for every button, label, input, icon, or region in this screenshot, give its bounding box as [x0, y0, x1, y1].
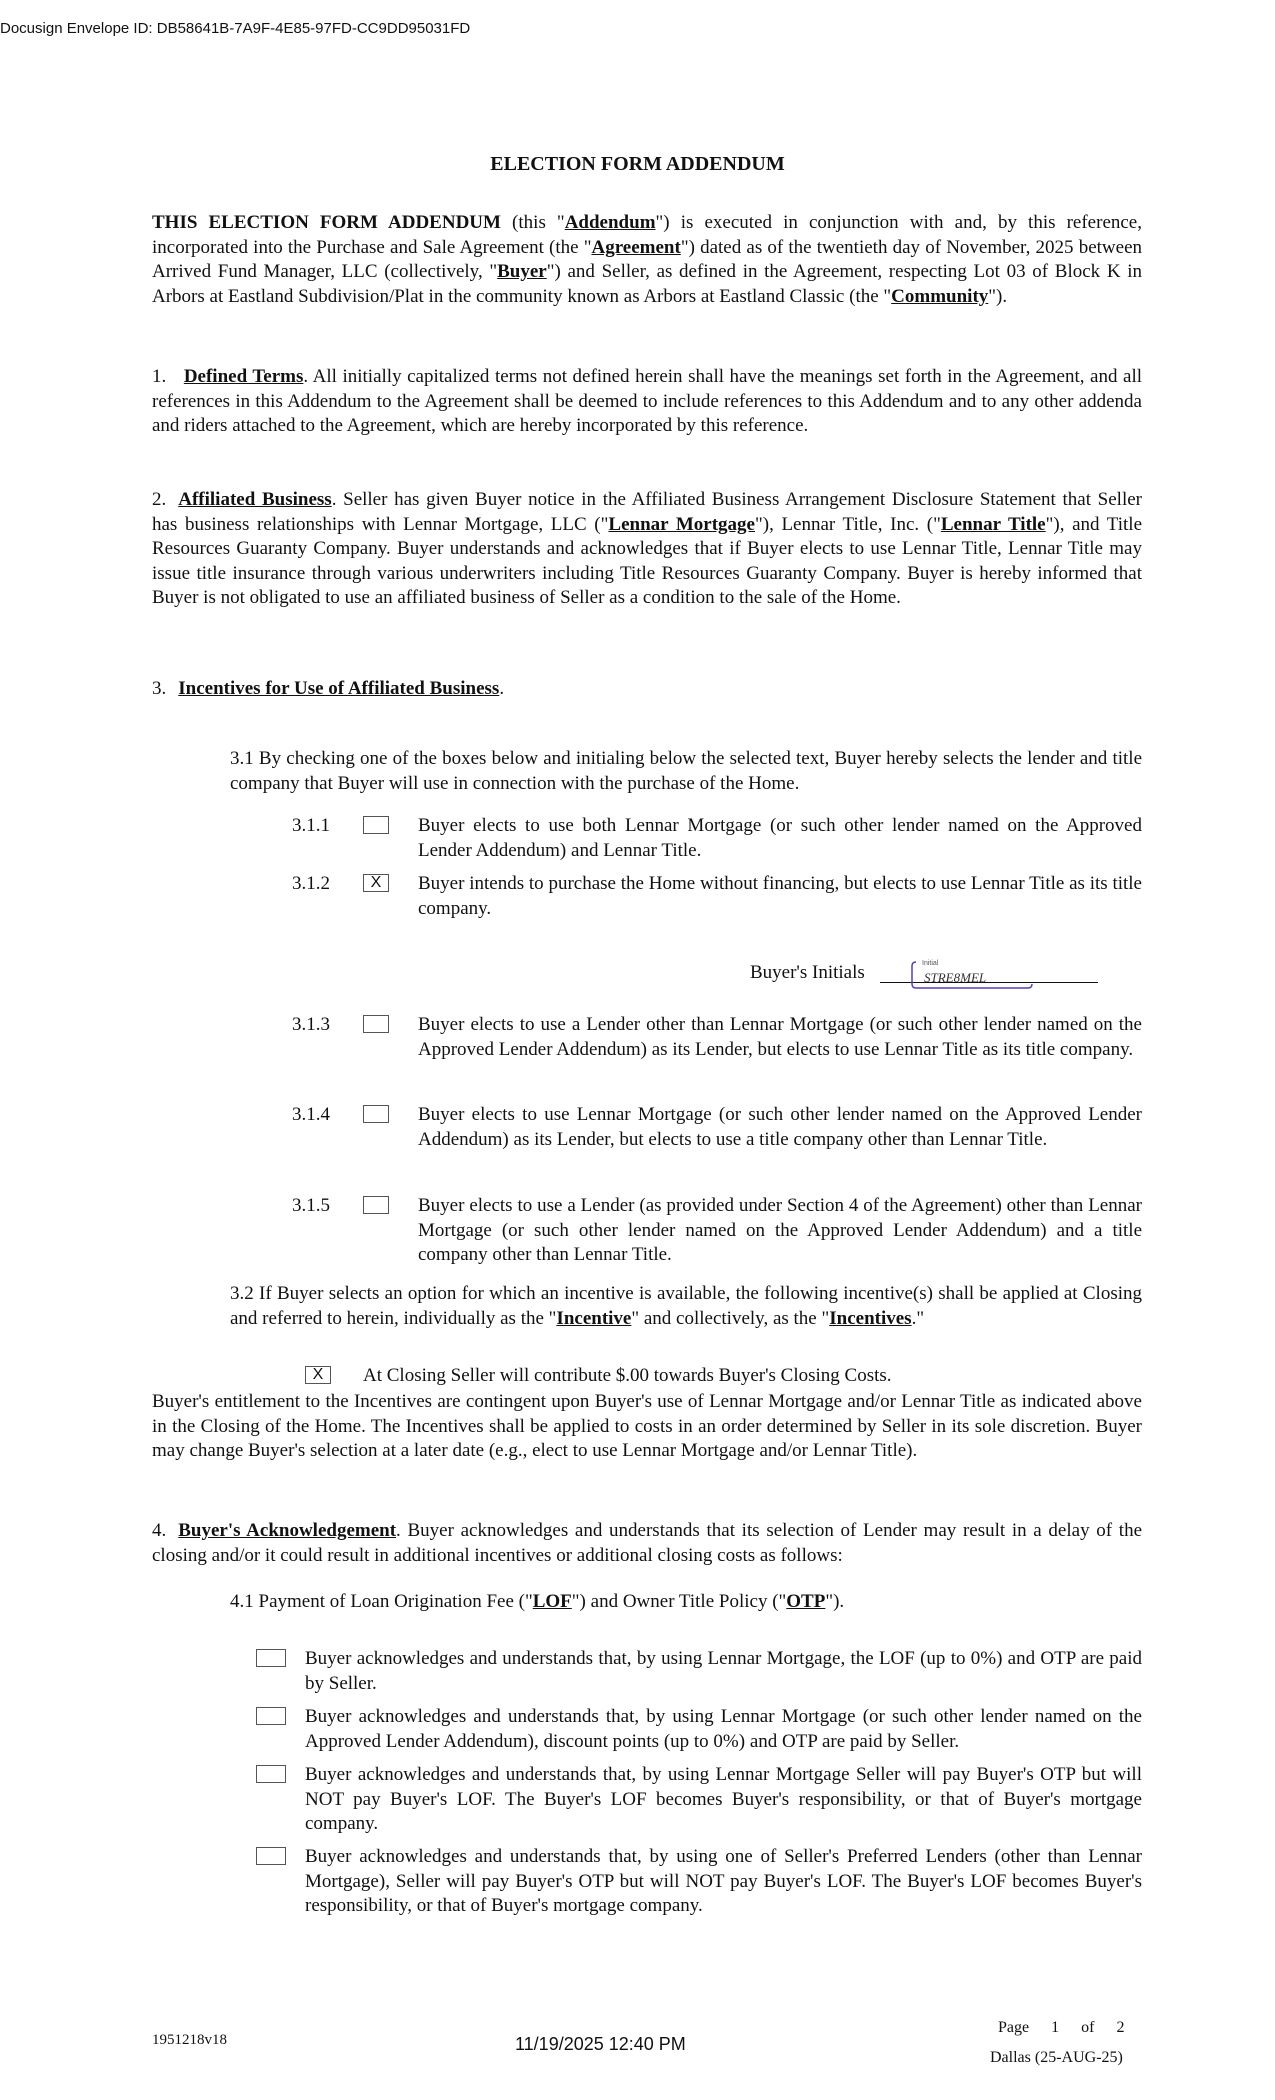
- option-number: 3.1.5: [292, 1195, 330, 1216]
- signature-box-icon: [910, 956, 1036, 992]
- clause-text: " and collectively, as the ": [631, 1307, 830, 1329]
- ack-checkbox[interactable]: [256, 1649, 286, 1667]
- option-text: Buyer elects to use both Lennar Mortgage (or such other lender named on the Approved Lender Addendum) and Lennar Title.: [418, 815, 1142, 861]
- defined-term: Lennar Title: [940, 513, 1046, 535]
- initials-signature[interactable]: [910, 956, 1036, 992]
- footer-page: [998, 2019, 1124, 2037]
- option-number: 3.1.2: [292, 873, 330, 894]
- intro-paragraph: [152, 211, 1142, 309]
- page-number: 1: [1051, 2019, 1060, 2036]
- option-checkbox[interactable]: X: [363, 874, 389, 892]
- closing-costs-checkbox[interactable]: X: [305, 1366, 331, 1384]
- clause-3-2: [230, 1282, 1142, 1331]
- ack-text: Buyer acknowledges and understands that, by using Lennar Mortgage (or such other lender named on the Approved Lender Addendum), discount points (up to 0%) and OTP are paid by Seller.: [305, 1706, 1142, 1752]
- clause-3-1: 3.1 By checking one of the boxes below and initialing below the selected text, Buyer hereby selects the lender and title company that Buyer will use in connection with the purchase of the Home.: [230, 748, 1142, 794]
- option-text: Buyer elects to use Lennar Mortgage (or such other lender named on the Approved Lender Addendum) as its Lender, but elects to use a title company other than Lennar Title.: [418, 1104, 1142, 1150]
- section-4: [152, 1519, 1142, 1568]
- option-checkbox[interactable]: [363, 816, 389, 834]
- section-3: [152, 677, 1142, 702]
- section-heading: Buyer's Acknowledgement: [178, 1520, 397, 1541]
- defined-term: Community: [891, 285, 989, 307]
- clause-text: 4.1 Payment of Loan Origination Fee (": [230, 1591, 533, 1612]
- section-1: [152, 365, 1142, 439]
- option-number: 3.1.1: [292, 815, 330, 836]
- section-2: [152, 488, 1142, 611]
- ack-text: Buyer acknowledges and understands that, by using Lennar Mortgage Seller will pay Buyer's OTP but will NOT pay Buyer's LOF. The Buyer's LOF becomes Buyer's responsibility, or that of Buyer's mortgage company.: [305, 1764, 1142, 1834]
- defined-term: Incentives: [829, 1307, 912, 1329]
- footer-region: Dallas (25-AUG-25): [990, 2049, 1123, 2066]
- option-text: Buyer elects to use a Lender other than Lennar Mortgage (or such other lender named on the Approved Lender Addendum) as its Lender, but elects to use Lennar Title as its title company.: [418, 1014, 1142, 1060]
- defined-term: Incentive: [556, 1307, 632, 1329]
- section-number: 4.: [152, 1520, 167, 1541]
- option-checkbox[interactable]: [363, 1015, 389, 1033]
- clause-4-1: [230, 1590, 1142, 1615]
- defined-term: OTP: [786, 1591, 826, 1612]
- intro-text: ").: [988, 285, 1008, 307]
- section-body: "), Lennar Title, Inc. (": [754, 513, 941, 535]
- footer-doc-id: 1951218v18: [152, 2032, 227, 2048]
- closing-costs-text: At Closing Seller will contribute $.00 towards Buyer's Closing Costs.: [363, 1365, 892, 1386]
- defined-term: Addendum: [564, 212, 656, 233]
- initials-label: Buyer's Initials: [750, 962, 865, 983]
- defined-term: Lennar Mortgage: [608, 513, 755, 535]
- option-number: 3.1.3: [292, 1014, 330, 1035]
- option-text: Buyer intends to purchase the Home without financing, but elects to use Lennar Title as its title company.: [418, 873, 1142, 919]
- initials-value: STRE8MEL: [924, 970, 987, 985]
- clause-text: 3.2 If Buyer selects an option for which an incentive is available, the following incentive(s) shall be applied at Closing and referred to herein, individually as the ": [230, 1283, 1142, 1329]
- defined-term: LOF: [532, 1591, 572, 1612]
- ack-checkbox[interactable]: [256, 1847, 286, 1865]
- ack-text: Buyer acknowledges and understands that, by using Lennar Mortgage, the LOF (up to 0%) and OTP are paid by Seller.: [305, 1648, 1142, 1694]
- section-heading: Affiliated Business: [178, 489, 332, 510]
- intro-text: (this ": [500, 212, 565, 233]
- option-checkbox[interactable]: [363, 1196, 389, 1214]
- option-text: Buyer elects to use a Lender (as provided under Section 4 of the Agreement) other than Lennar Mortgage (or such other lender named on the Approved Lender Addendum) and a title company other than Lennar Title.: [418, 1195, 1142, 1265]
- section-body: . Buyer acknowledges and understands that its selection of Lender may result in a delay of the closing and/or it could result in additional incentives or additional closing costs as follows:: [152, 1520, 1142, 1566]
- option-checkbox[interactable]: [363, 1105, 389, 1123]
- option-number: 3.1.4: [292, 1104, 330, 1125]
- intro-text: ") dated as of the twentieth day of November, 2025 between Arrived Fund Manager, LLC (collectively, ": [152, 236, 1142, 282]
- clause-text: ").: [825, 1591, 845, 1612]
- page-of-label: of: [1081, 2019, 1095, 2036]
- section-body: . Seller has given Buyer notice in the Affiliated Business Arrangement Disclosure Statement that Seller has business relationships with Lennar Mortgage, LLC (": [152, 489, 1142, 535]
- clause-text: ") and Owner Title Policy (": [571, 1591, 787, 1612]
- clause-text: .": [911, 1307, 925, 1329]
- section-body: . All initially capitalized terms not defined herein shall have the meanings set forth in the Agreement, and all references in this Addendum to the Agreement shall be deemed to include references to this Addendum and to any other addenda and riders attached to the Agreement, which are hereby incorporated by this reference.: [152, 366, 1143, 436]
- section-body: "), and Title Resources Guaranty Company. Buyer understands and acknowledges that if Buyer elects to use Lennar Title, Lennar Title may issue title insurance through various underwriters including Title Resources Guaranty Company. Buyer is hereby informed that Buyer is not obligated to use an affiliated business of Seller as a condition to the sale of the Home.: [152, 513, 1142, 608]
- page-label: Page: [998, 2019, 1030, 2036]
- section-number: 2.: [152, 489, 167, 510]
- section-heading: Defined Terms: [183, 366, 304, 387]
- section-heading: Incentives for Use of Affiliated Business: [178, 678, 500, 699]
- intro-text: ") and Seller, as defined in the Agreement, respecting Lot 03 of Block K in Arbors at Eastland Subdivision/Plat in the community known as Arbors at Eastland Classic (the ": [152, 261, 1142, 307]
- envelope-id: Docusign Envelope ID: DB58641B-7A9F-4E85-97FD-CC9DD95031FD: [0, 20, 471, 37]
- page-title: ELECTION FORM ADDENDUM: [490, 153, 785, 175]
- page-total: 2: [1116, 2019, 1125, 2036]
- intro-lead: THIS ELECTION FORM ADDENDUM: [152, 212, 501, 233]
- section-body: .: [499, 678, 505, 699]
- intro-text: ") is executed in conjunction with and, by this reference, incorporated into the Purchase and Sale Agreement (the ": [152, 212, 1142, 258]
- ack-checkbox[interactable]: [256, 1765, 286, 1783]
- defined-term: Buyer: [497, 261, 547, 282]
- ack-text: Buyer acknowledges and understands that, by using one of Seller's Preferred Lenders (other than Lennar Mortgage), Seller will pay Buyer's OTP but will NOT pay Buyer's LOF. The Buyer's LOF becomes Buyer's responsibility, or that of Buyer's mortgage company.: [305, 1846, 1142, 1916]
- footer-datetime: 11/19/2025 12:40 PM: [515, 2034, 686, 2054]
- ack-checkbox[interactable]: [256, 1707, 286, 1725]
- section-number: 1.: [152, 366, 167, 387]
- defined-term: Agreement: [591, 236, 681, 258]
- section-number: 3.: [152, 678, 167, 699]
- initials-tag: Initial: [922, 960, 939, 967]
- entitlement-paragraph: Buyer's entitlement to the Incentives are contingent upon Buyer's use of Lennar Mortgage and/or Lennar Title as indicated above in the Closing of the Home. The Incentives shall be applied to costs in an order determined by Seller in its sole discretion. Buyer may change Buyer's selection at a later date (e.g., elect to use Lennar Mortgage and/or Lennar Title).: [152, 1391, 1142, 1461]
